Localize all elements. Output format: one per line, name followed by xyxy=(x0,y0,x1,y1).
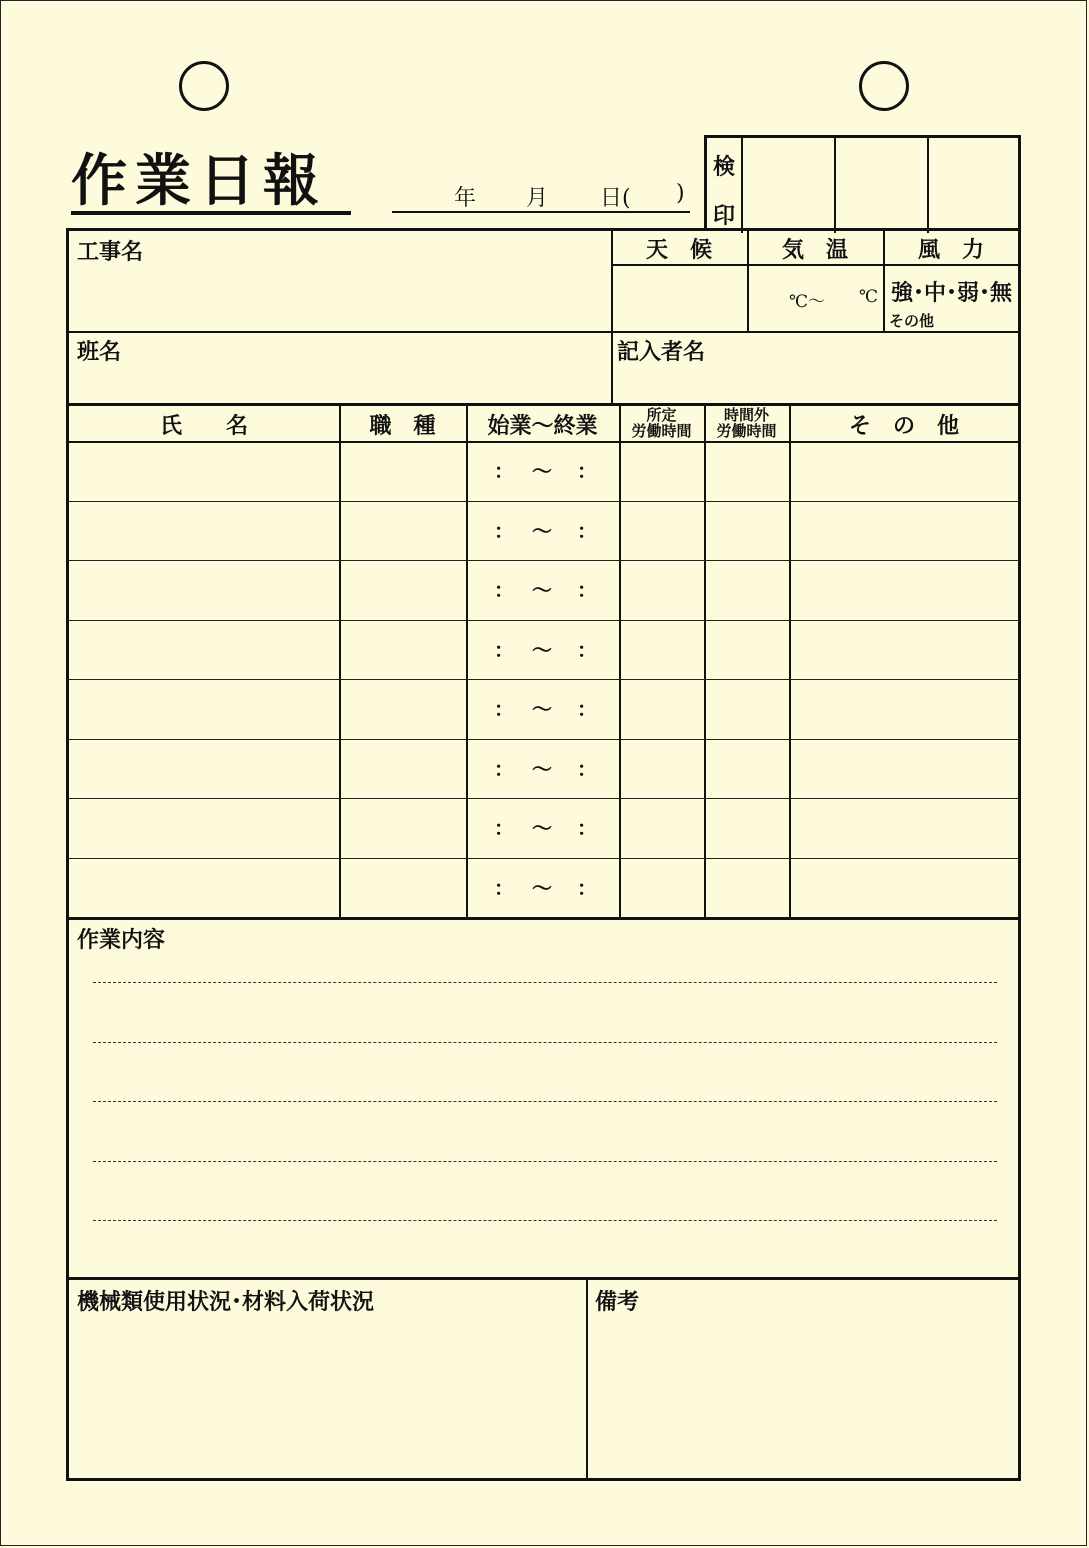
header-name: 氏 名 xyxy=(159,413,248,439)
header-job-type: 職 種 xyxy=(369,413,436,439)
end-time-colon: ： xyxy=(577,875,597,900)
temperature-label: 気 温 xyxy=(781,237,848,263)
header-overtime-hours-2: 労働時間 xyxy=(716,422,777,440)
start-time-colon: ： xyxy=(494,756,514,781)
header-start-end-time: 始業～終業 xyxy=(487,413,598,439)
start-time-colon: ： xyxy=(494,637,514,662)
work-content-line[interactable] xyxy=(93,1220,997,1221)
weather-label: 天 候 xyxy=(645,237,712,263)
month-label: 月 xyxy=(526,186,549,211)
writer-name-label: 記入者名 xyxy=(617,339,706,365)
work-content-label: 作業内容 xyxy=(77,927,166,953)
end-time-colon: ： xyxy=(577,518,597,543)
machines-materials-label: 機械類使用状況･材料入荷状況 xyxy=(77,1289,375,1315)
table-row[interactable] xyxy=(69,858,1019,918)
table-row[interactable] xyxy=(69,798,1019,858)
form-title: 作業日報 xyxy=(71,149,351,215)
time-tilde: ～ xyxy=(532,756,552,781)
remarks-label: 備考 xyxy=(595,1289,640,1315)
stamp-cell-2[interactable] xyxy=(834,138,929,233)
start-time-colon: ： xyxy=(494,518,514,543)
day-label: 日( xyxy=(600,186,631,211)
stamp-label-top: 検 xyxy=(712,154,735,180)
table-row[interactable] xyxy=(69,441,1019,501)
end-time-colon: ： xyxy=(577,637,597,662)
end-time-colon: ： xyxy=(577,697,597,721)
header-other: そ の 他 xyxy=(848,413,959,439)
temperature-from-unit: ℃～ xyxy=(789,292,826,312)
time-tilde: ～ xyxy=(532,816,552,840)
header-overtime-hours-1: 時間外 xyxy=(723,406,769,424)
work-content-line[interactable] xyxy=(93,1101,997,1102)
wind-other-label: その他 xyxy=(889,312,935,330)
wind-label: 風 力 xyxy=(917,237,984,263)
time-tilde: ～ xyxy=(532,875,552,900)
machines-materials-field[interactable] xyxy=(69,1280,585,1476)
end-time-colon: ： xyxy=(577,756,597,781)
start-time-colon: ： xyxy=(494,875,514,900)
binder-hole-left xyxy=(179,61,229,111)
stamp-cell-3[interactable] xyxy=(927,138,1018,233)
table-row[interactable] xyxy=(69,620,1019,680)
team-name-label: 班名 xyxy=(77,339,122,365)
remarks-field[interactable] xyxy=(589,1280,1017,1476)
start-time-colon: ： xyxy=(494,459,514,483)
inspection-stamp-box xyxy=(704,135,1021,230)
end-time-colon: ： xyxy=(577,459,597,483)
weekday-close-paren: ) xyxy=(676,181,685,206)
work-content-line[interactable] xyxy=(93,1161,997,1162)
table-row[interactable] xyxy=(69,560,1019,620)
time-tilde: ～ xyxy=(532,459,552,483)
header-regular-hours-2: 労働時間 xyxy=(631,422,692,440)
stamp-cell-1[interactable] xyxy=(741,138,836,233)
construction-name-label: 工事名 xyxy=(77,239,144,265)
time-tilde: ～ xyxy=(532,697,552,721)
start-time-colon: ： xyxy=(494,578,514,602)
temperature-to-unit: ℃ xyxy=(859,287,879,307)
start-time-colon: ： xyxy=(494,697,514,721)
year-label: 年 xyxy=(454,186,477,211)
date-field[interactable] xyxy=(392,177,690,213)
time-tilde: ～ xyxy=(532,578,552,602)
table-row[interactable] xyxy=(69,679,1019,739)
stamp-label xyxy=(707,138,743,233)
binder-hole-right xyxy=(859,61,909,111)
time-tilde: ～ xyxy=(532,518,552,543)
table-row[interactable] xyxy=(69,739,1019,799)
work-content-line[interactable] xyxy=(93,982,997,983)
table-row[interactable] xyxy=(69,501,1019,561)
start-time-colon: ： xyxy=(494,816,514,840)
time-tilde: ～ xyxy=(532,637,552,662)
wind-options: 強･中･弱･無 xyxy=(891,280,1013,306)
form-body xyxy=(66,228,1021,1481)
header-regular-hours-1: 所定 xyxy=(646,406,677,424)
end-time-colon: ： xyxy=(577,816,597,840)
end-time-colon: ： xyxy=(577,578,597,602)
work-content-line[interactable] xyxy=(93,1042,997,1043)
stamp-label-bottom: 印 xyxy=(712,203,735,229)
